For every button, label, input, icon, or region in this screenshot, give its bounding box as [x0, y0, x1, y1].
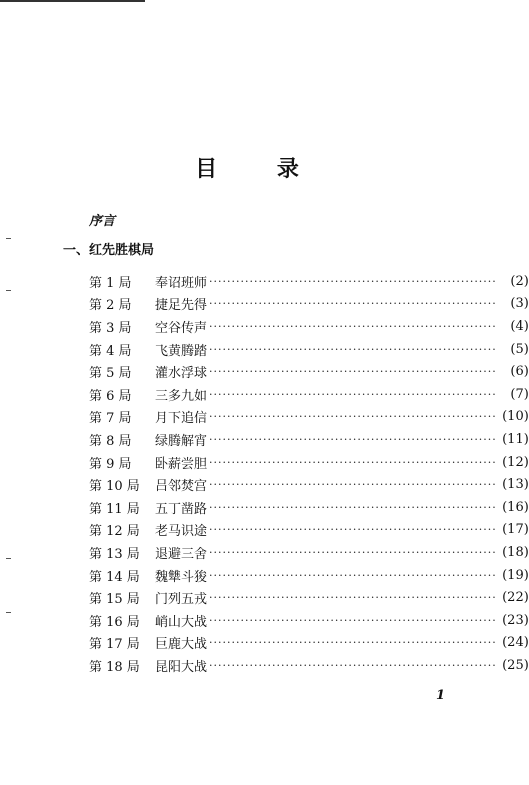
entry-number: 第 5 局 [89, 366, 132, 382]
leader-dots: ································································ [209, 545, 497, 559]
toc-entry[interactable] [89, 338, 529, 361]
section-heading: 一、红先胜棋局 [63, 243, 155, 258]
entry-number: 第 3 局 [89, 320, 132, 336]
toc-entry[interactable] [89, 632, 529, 655]
entry-page: (17) [502, 522, 529, 538]
entry-title: 吕邻焚宫 [155, 479, 208, 495]
entry-title: 绿腾解宵 [155, 433, 208, 449]
entry-title: 昆阳大战 [155, 659, 208, 675]
entry-page: (10) [502, 409, 529, 425]
entry-page: (7) [510, 386, 529, 402]
scan-edge-line [0, 0, 145, 2]
entry-title: 卧薪尝胆 [155, 456, 208, 472]
leader-dots: ································································ [209, 658, 497, 672]
entry-title: 捷足先得 [155, 298, 208, 314]
toc-entry[interactable] [89, 609, 529, 632]
entry-number: 第 6 局 [89, 388, 132, 404]
entry-page: (3) [510, 296, 529, 312]
entry-title: 门列五戎 [155, 592, 208, 608]
toc-entry[interactable] [89, 428, 529, 451]
entry-number: 第 8 局 [89, 433, 132, 449]
entry-title: 老马识途 [155, 524, 208, 540]
entry-number: 第 13 局 [89, 546, 140, 562]
entry-number: 第 1 局 [89, 275, 132, 291]
entry-title: 巨鹿大战 [155, 637, 208, 653]
leader-dots: ································································ [209, 342, 497, 356]
leader-dots: ································································ [209, 387, 497, 401]
toc-entry[interactable] [89, 564, 529, 587]
toc-entry[interactable] [89, 541, 529, 564]
entry-title: 三多九如 [155, 388, 208, 404]
leader-dots: ································································ [209, 274, 497, 288]
toc-entry[interactable] [89, 473, 529, 496]
entry-page: (23) [502, 612, 529, 628]
leader-dots: ································································ [209, 500, 497, 514]
entry-title: 魏犨斗狻 [155, 569, 208, 585]
entry-page: (24) [502, 635, 529, 651]
entry-page: (12) [502, 454, 529, 470]
entry-page: (25) [502, 657, 529, 673]
toc-entry[interactable] [89, 383, 529, 406]
entry-title: 空谷传声 [155, 320, 208, 336]
leader-dots: ································································ [209, 478, 497, 492]
leader-dots: ································································ [209, 297, 497, 311]
entry-page: (2) [510, 273, 529, 289]
page-number: 1 [436, 688, 446, 703]
entry-title: 奉诏班师 [155, 275, 208, 291]
entry-number: 第 9 局 [89, 456, 132, 472]
leader-dots: ································································ [209, 319, 497, 333]
margin-mark [6, 238, 11, 239]
entry-page: (19) [502, 567, 529, 583]
margin-mark [6, 290, 11, 291]
leader-dots: ································································ [209, 410, 497, 424]
toc-entry[interactable] [89, 654, 529, 677]
entry-number: 第 12 局 [89, 524, 140, 540]
leader-dots: ································································ [209, 365, 497, 379]
entry-page: (11) [502, 431, 529, 447]
leader-dots: ································································ [209, 568, 497, 582]
leader-dots: ································································ [209, 591, 497, 605]
entry-number: 第 4 局 [89, 343, 132, 359]
entry-number: 第 16 局 [89, 614, 140, 630]
toc-entry[interactable] [89, 451, 529, 474]
entry-page: (6) [510, 364, 529, 380]
toc-entry[interactable] [89, 293, 529, 316]
leader-dots: ································································ [209, 523, 497, 537]
entry-title: 月下追信 [155, 411, 208, 427]
toc-list [89, 270, 529, 677]
margin-mark [6, 558, 11, 559]
page-title: 目 录 [195, 157, 325, 182]
entry-page: (13) [502, 477, 529, 493]
entry-page: (18) [502, 544, 529, 560]
toc-entry[interactable] [89, 360, 529, 383]
toc-entry[interactable] [89, 406, 529, 429]
toc-entry[interactable] [89, 519, 529, 542]
entry-page: (4) [510, 318, 529, 334]
entry-page: (5) [510, 341, 529, 357]
margin-mark [6, 612, 11, 613]
toc-entry[interactable] [89, 496, 529, 519]
entry-title: 灌水浮球 [155, 366, 208, 382]
entry-title: 五丁凿路 [155, 501, 208, 517]
leader-dots: ································································ [209, 613, 497, 627]
entry-number: 第 14 局 [89, 569, 140, 585]
entry-page: (22) [502, 590, 529, 606]
toc-entry[interactable] [89, 315, 529, 338]
entry-title: 飞黄腾踏 [155, 343, 208, 359]
entry-page: (16) [502, 499, 529, 515]
entry-number: 第 17 局 [89, 637, 140, 653]
leader-dots: ································································ [209, 455, 497, 469]
entry-number: 第 18 局 [89, 659, 140, 675]
entry-number: 第 10 局 [89, 479, 140, 495]
toc-entry[interactable] [89, 270, 529, 293]
entry-number: 第 15 局 [89, 592, 140, 608]
entry-title: 峭山大战 [155, 614, 208, 630]
entry-number: 第 11 局 [89, 501, 140, 517]
leader-dots: ································································ [209, 636, 497, 650]
toc-preface-link[interactable]: 序言 [89, 214, 116, 229]
entry-number: 第 7 局 [89, 411, 132, 427]
toc-entry[interactable] [89, 586, 529, 609]
entry-title: 退避三舍 [155, 546, 208, 562]
entry-number: 第 2 局 [89, 298, 132, 314]
leader-dots: ································································ [209, 432, 497, 446]
